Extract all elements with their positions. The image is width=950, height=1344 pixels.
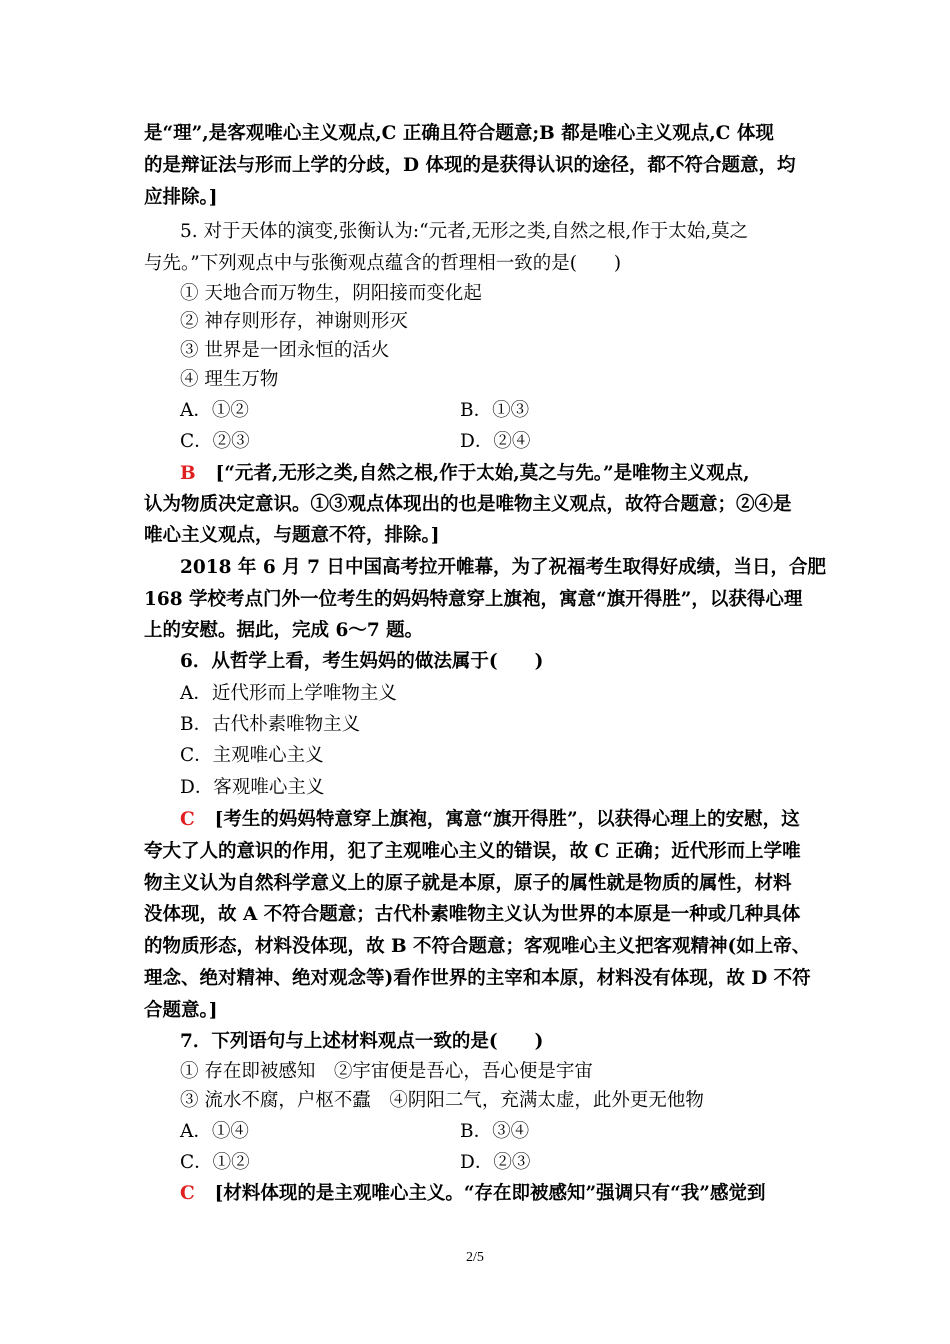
- q6-explanation-line-3: 物主义认为自然科学意义上的原子就是本原，原子的属性就是物质的属性，材料: [144, 873, 792, 894]
- q6-explanation-line-1: [180, 808, 808, 832]
- q6-explanation-line-7: 合题意。]: [144, 1000, 218, 1021]
- q6-explanation-line-6: 理念、绝对精神、绝对观念等)看作世界的主宰和本原，材料没有体现，故 D 不符: [144, 968, 811, 989]
- q7-statement-2: ③ 流水不腐，户枢不蠹 ④阴阳二气，充满太虚，此外更无他物: [180, 1090, 704, 1111]
- q7-option-d[interactable]: D．②③: [460, 1152, 531, 1173]
- material-line-1: 2018 年 6 月 7 日中国高考拉开帷幕，为了祝福考生取得好成绩，当日，合肥: [180, 557, 826, 578]
- material-line-3: 上的安慰。据此，完成 6～7 题。: [144, 620, 424, 641]
- q6-stem: 6．从哲学上看，考生妈妈的做法属于( ): [180, 651, 544, 672]
- q7-explanation-text-1: [材料体现的是主观唯心主义。“存在即被感知”强调只有“我”感觉到: [214, 1183, 766, 1204]
- q6-answer-letter: C: [180, 809, 195, 830]
- q7-options-row-1: [180, 1120, 808, 1144]
- q7-option-c[interactable]: C．①②: [180, 1152, 250, 1173]
- prev-answer-line-3: 应排除。]: [144, 187, 218, 208]
- page-number: 2/5: [466, 1250, 484, 1265]
- q5-options-row-1: [180, 399, 808, 423]
- q7-stem: 7．下列语句与上述材料观点一致的是( ): [180, 1031, 544, 1052]
- q5-explanation-line-3: 唯心主义观点，与题意不符，排除。]: [144, 525, 440, 546]
- q7-option-a[interactable]: A．①④: [180, 1121, 249, 1142]
- q5-explanation-line-2: 认为物质决定意识。①③观点体现出的也是唯物主义观点，故符合题意；②④是: [144, 494, 792, 515]
- q6-explanation-line-4: 没体现，故 A 不符合题意；古代朴素唯物主义认为世界的本原是一种或几种具体: [144, 904, 801, 925]
- prev-answer-line-2: 的是辩证法与形而上学的分歧，D 体现的是获得认识的途径，都不符合题意，均: [144, 155, 796, 176]
- q6-option-c[interactable]: C．主观唯心主义: [180, 745, 324, 766]
- q5-statement-3: ③ 世界是一团永恒的活火: [180, 340, 390, 361]
- q5-stem-line-2: 与先。”下列观点中与张衡观点蕴含的哲理相一致的是( ): [144, 253, 622, 274]
- q6-explanation-text-1: [考生的妈妈特意穿上旗袍，寓意“旗开得胜”，以获得心理上的安慰，这: [214, 809, 800, 830]
- q6-option-d[interactable]: D．客观唯心主义: [180, 777, 325, 798]
- q5-explanation-text-1: [“元者,无形之类,自然之根,作于太始,莫之与先。”是唯物主义观点,: [215, 463, 750, 484]
- q5-option-c[interactable]: C．②③: [180, 431, 250, 452]
- q5-explanation-line-1: [180, 462, 808, 486]
- q6-option-b[interactable]: B．古代朴素唯物主义: [180, 714, 361, 735]
- q7-statement-1: ① 存在即被感知 ②宇宙便是吾心，吾心便是宇宙: [180, 1061, 593, 1082]
- prev-answer-line-1: 是“理”,是客观唯心主义观点,C 正确且符合题意;B 都是唯心主义观点,C 体现: [144, 123, 774, 144]
- q6-explanation-line-5: 的物质形态，材料没体现，故 B 不符合题意；客观唯心主义把客观精神(如上帝、: [144, 936, 811, 957]
- q5-option-b[interactable]: B．①③: [460, 400, 530, 421]
- q5-statement-2: ② 神存则形存，神谢则形灭: [180, 311, 408, 332]
- q5-statement-1: ① 天地合而万物生，阴阳接而变化起: [180, 283, 482, 304]
- q5-stem-line-1: 5. 对于天体的演变,张衡认为:“元者,无形之类,自然之根,作于太始,莫之: [180, 221, 749, 242]
- q6-option-a[interactable]: A．近代形而上学唯物主义: [180, 683, 397, 704]
- q7-options-row-2: [180, 1151, 808, 1175]
- material-line-2: 168 学校考点门外一位考生的妈妈特意穿上旗袍，寓意“旗开得胜”，以获得心理: [144, 589, 803, 610]
- q5-statement-4: ④ 理生万物: [180, 369, 279, 390]
- q5-option-a[interactable]: A．①②: [180, 400, 249, 421]
- q7-explanation-line-1: [180, 1182, 808, 1206]
- q6-explanation-line-2: 夸大了人的意识的作用，犯了主观唯心主义的错误，故 C 正确；近代形而上学唯: [144, 841, 801, 862]
- q7-option-b[interactable]: B．③④: [460, 1121, 530, 1142]
- q7-answer-letter: C: [180, 1183, 195, 1204]
- q5-options-row-2: [180, 430, 808, 454]
- q5-answer-letter: B: [180, 463, 196, 484]
- q5-option-d[interactable]: D．②④: [460, 431, 531, 452]
